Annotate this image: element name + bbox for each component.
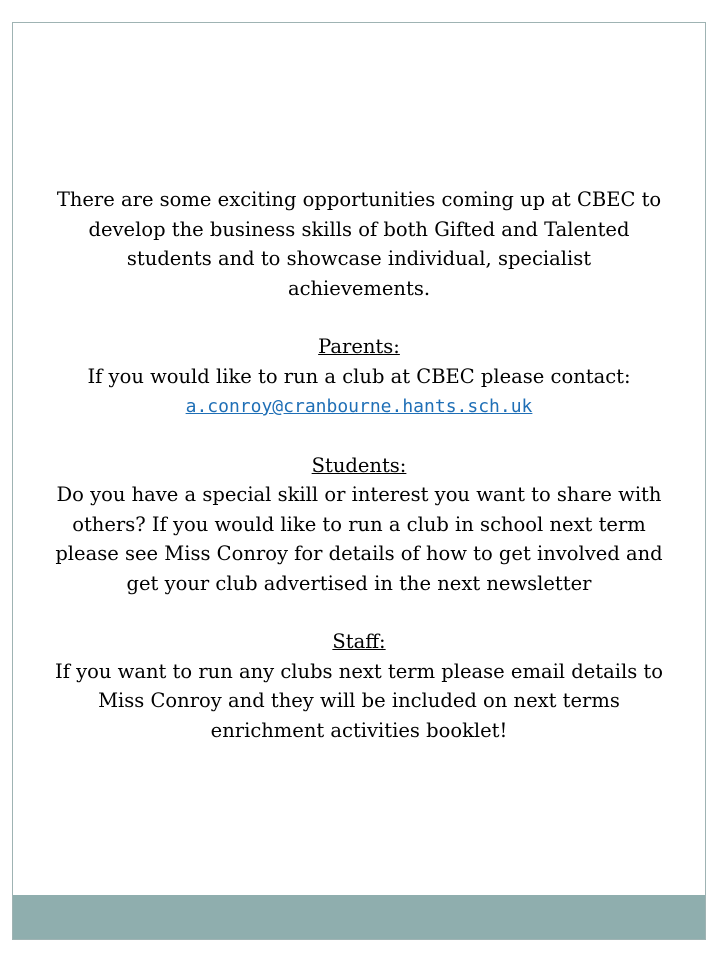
- parents-heading: Parents:: [318, 335, 400, 358]
- students-line-2: others? If you would like to run a club in school next term: [72, 512, 646, 536]
- spacer: [13, 422, 705, 451]
- students-heading: Students:: [311, 453, 407, 477]
- footer-bar: [13, 895, 705, 939]
- spacer: [13, 598, 705, 627]
- notice-content: [13, 185, 705, 745]
- staff-heading: Staff:: [332, 630, 386, 653]
- spacer: [13, 303, 705, 332]
- intro-line-4: achievements.: [287, 276, 431, 300]
- slide-frame: [12, 22, 706, 940]
- parents-line: If you would like to run a club at CBEC please contact:: [87, 364, 631, 388]
- staff-line-2: Miss Conroy and they will be included on next terms: [98, 689, 620, 712]
- intro-line-2: develop the business skills of both Gifted and Talented: [88, 217, 630, 241]
- contact-email-link[interactable]: a.conroy@cranbourne.hants.sch.uk: [185, 396, 533, 417]
- students-line-3: please see Miss Conroy for details of how to get involved and: [55, 542, 663, 565]
- parents-email-row: [13, 391, 705, 422]
- students-line-1: Do you have a special skill or interest you want to share with: [56, 483, 662, 506]
- staff-line-1: If you want to run any clubs next term please email details to: [55, 659, 663, 683]
- intro-line-3: students and to showcase individual, specialist: [126, 247, 592, 270]
- students-line-4: get your club advertised in the next newsletter: [126, 571, 592, 595]
- intro-line-1: There are some exciting opportunities coming up at CBEC to: [56, 188, 662, 211]
- staff-line-3: enrichment activities booklet!: [210, 718, 508, 742]
